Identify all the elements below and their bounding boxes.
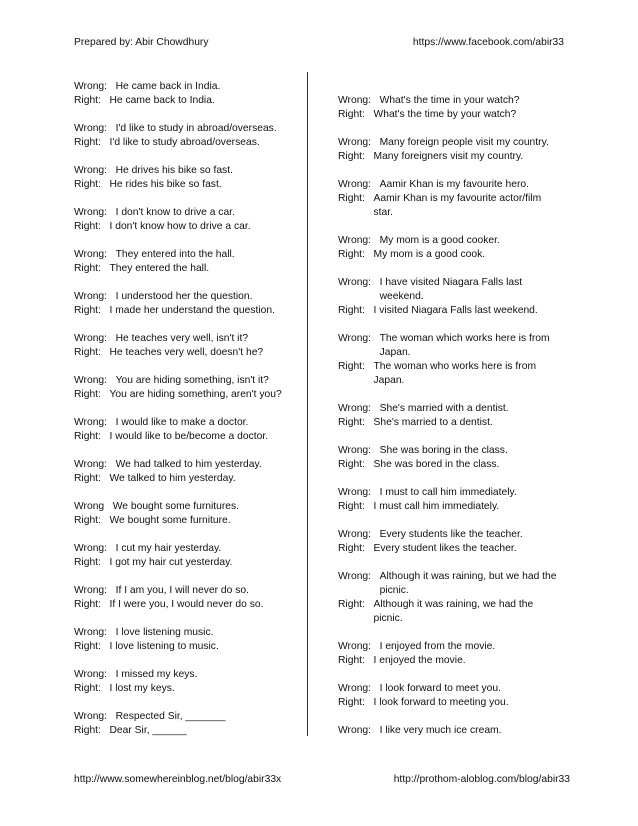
wrong-line — [74, 668, 302, 682]
right-sentence: I would like to be/become a doctor. — [109, 431, 269, 442]
right-label: Right: — [74, 95, 101, 106]
footer-blog-url-left: http://www.somewhereinblog.net/blog/abir33x — [74, 774, 282, 785]
wrong-sentence: I must to call him immediately. — [379, 487, 517, 498]
wrong-line — [74, 122, 302, 136]
wrong-label: Wrong: — [338, 445, 372, 456]
wrong-line — [74, 626, 302, 640]
right-line — [338, 542, 560, 556]
wrong-label: Wrong: — [74, 123, 108, 134]
right-sentence: He teaches very well, doesn't he? — [109, 347, 264, 358]
correction-pair — [338, 136, 560, 164]
right-sentence: Aamir Khan is my favourite actor/film star. — [373, 193, 542, 218]
correction-pair — [74, 248, 302, 276]
wrong-label: Wrong: — [338, 529, 372, 540]
right-label: Right: — [338, 417, 365, 428]
correction-pair — [338, 682, 560, 710]
wrong-sentence: I enjoyed from the movie. — [379, 641, 496, 652]
correction-pair — [74, 500, 302, 528]
wrong-sentence: He drives his bike so fast. — [115, 165, 233, 176]
right-line — [338, 150, 560, 164]
right-label: Right: — [74, 137, 101, 148]
right-sentence: Dear Sir, ______ — [109, 725, 187, 736]
wrong-line — [74, 332, 302, 346]
right-label: Right: — [74, 221, 101, 232]
right-sentence: I made her understand the question. — [109, 305, 275, 316]
right-column — [338, 94, 560, 752]
correction-pair — [74, 164, 302, 192]
correction-pair — [74, 332, 302, 360]
correction-pair — [74, 542, 302, 570]
right-label: Right: — [338, 305, 365, 316]
right-label: Right: — [338, 193, 365, 204]
right-sentence: We talked to him yesterday. — [109, 473, 236, 484]
right-line — [338, 598, 560, 626]
right-label: Right: — [338, 501, 365, 512]
right-label: Right: — [74, 725, 101, 736]
wrong-sentence: Many foreign people visit my country. — [379, 137, 549, 148]
wrong-line — [74, 500, 302, 514]
correction-pair — [74, 374, 302, 402]
right-sentence: I lost my keys. — [109, 683, 175, 694]
right-sentence: She was bored in the class. — [373, 459, 500, 470]
wrong-label: Wrong: — [338, 683, 372, 694]
correction-pair — [338, 94, 560, 122]
right-line — [338, 654, 560, 668]
right-label: Right: — [74, 473, 101, 484]
correction-pair — [338, 276, 560, 318]
right-sentence: I don't know how to drive a car. — [109, 221, 251, 232]
right-sentence: I love listening to music. — [109, 641, 219, 652]
wrong-line — [338, 486, 560, 500]
wrong-sentence: She was boring in the class. — [379, 445, 508, 456]
wrong-line — [338, 444, 560, 458]
right-sentence: I must call him immediately. — [373, 501, 500, 512]
correction-pair — [74, 290, 302, 318]
wrong-label: Wrong: — [74, 207, 108, 218]
wrong-line — [338, 332, 560, 360]
correction-pair — [338, 444, 560, 472]
right-line — [74, 598, 302, 612]
correction-pair — [74, 122, 302, 150]
wrong-label: Wrong: — [74, 333, 108, 344]
wrong-line — [74, 290, 302, 304]
wrong-sentence: I would like to make a doctor. — [115, 417, 249, 428]
right-line — [338, 192, 560, 220]
column-divider — [307, 72, 308, 736]
right-sentence: We bought some furniture. — [109, 515, 231, 526]
wrong-label: Wrong: — [74, 375, 108, 386]
wrong-line — [74, 542, 302, 556]
wrong-sentence: You are hiding something, isn't it? — [115, 375, 269, 386]
correction-pair — [338, 332, 560, 388]
right-line — [74, 724, 302, 738]
wrong-line — [338, 682, 560, 696]
right-label: Right: — [74, 389, 101, 400]
right-line — [74, 304, 302, 318]
right-sentence: Many foreigners visit my country. — [373, 151, 524, 162]
right-line — [74, 262, 302, 276]
right-label: Right: — [74, 599, 101, 610]
wrong-line — [74, 164, 302, 178]
wrong-sentence: Aamir Khan is my favourite hero. — [379, 179, 529, 190]
correction-pair — [74, 80, 302, 108]
wrong-sentence: If I am you, I will never do so. — [115, 585, 249, 596]
right-label: Right: — [338, 249, 365, 260]
correction-pair — [74, 584, 302, 612]
wrong-label: Wrong: — [74, 669, 108, 680]
right-line — [338, 108, 560, 122]
wrong-label: Wrong: — [338, 137, 372, 148]
right-label: Right: — [74, 179, 101, 190]
wrong-sentence: My mom is a good cooker. — [379, 235, 500, 246]
wrong-sentence: I understood her the question. — [115, 291, 253, 302]
correction-pair — [74, 206, 302, 234]
right-line — [74, 136, 302, 150]
wrong-sentence: Every students like the teacher. — [379, 529, 523, 540]
wrong-line — [74, 584, 302, 598]
wrong-label: Wrong: — [338, 277, 372, 288]
wrong-label: Wrong: — [338, 641, 372, 652]
correction-pair — [338, 640, 560, 668]
right-line — [338, 696, 560, 710]
right-line — [74, 556, 302, 570]
right-sentence: My mom is a good cook. — [373, 249, 486, 260]
wrong-label: Wrong: — [74, 291, 108, 302]
wrong-label: Wrong: — [74, 417, 108, 428]
right-sentence: The woman who works here is from Japan. — [373, 361, 537, 386]
wrong-line — [74, 80, 302, 94]
wrong-sentence: I cut my hair yesterday. — [115, 543, 222, 554]
right-line — [338, 458, 560, 472]
wrong-sentence: I look forward to meet you. — [379, 683, 501, 694]
right-sentence: What's the time by your watch? — [373, 109, 517, 120]
right-sentence: I got my hair cut yesterday. — [109, 557, 233, 568]
right-sentence: I look forward to meeting you. — [373, 697, 509, 708]
wrong-sentence: I missed my keys. — [115, 669, 198, 680]
wrong-line — [74, 248, 302, 262]
right-line — [74, 640, 302, 654]
wrong-label: Wrong: — [338, 403, 372, 414]
correction-pair — [338, 486, 560, 514]
wrong-sentence: What's the time in your watch? — [379, 95, 520, 106]
right-line — [338, 500, 560, 514]
correction-pair — [338, 178, 560, 220]
facebook-url: https://www.facebook.com/abir33 — [412, 37, 564, 48]
wrong-line — [74, 416, 302, 430]
wrong-line — [74, 710, 302, 724]
wrong-label: Wrong: — [338, 235, 372, 246]
right-line — [74, 220, 302, 234]
right-label: Right: — [338, 697, 365, 708]
wrong-sentence: Respected Sir, _______ — [115, 711, 226, 722]
wrong-sentence: The woman which works here is from Japan. — [379, 333, 550, 358]
right-label: Right: — [74, 305, 101, 316]
wrong-label: Wrong: — [338, 571, 372, 582]
wrong-sentence: I have visited Niagara Falls last weekend. — [379, 277, 523, 302]
right-line — [74, 388, 302, 402]
right-sentence: Although it was raining, we had the picnic. — [373, 599, 534, 624]
left-column — [74, 80, 302, 752]
wrong-line — [338, 570, 560, 598]
correction-pair — [338, 528, 560, 556]
wrong-line — [338, 136, 560, 150]
wrong-label: Wrong: — [74, 459, 108, 470]
right-sentence: You are hiding something, aren't you? — [109, 389, 282, 400]
wrong-sentence: Although it was raining, but we had the picnic. — [379, 571, 557, 596]
correction-pair — [338, 402, 560, 430]
wrong-line — [338, 234, 560, 248]
wrong-line — [74, 374, 302, 388]
right-line — [74, 472, 302, 486]
right-sentence: I enjoyed the movie. — [373, 655, 466, 666]
wrong-label: Wrong: — [338, 487, 372, 498]
wrong-label: Wrong: — [74, 627, 108, 638]
correction-pair — [338, 724, 560, 738]
right-line — [338, 416, 560, 430]
wrong-label: Wrong — [74, 501, 105, 512]
right-label: Right: — [338, 109, 365, 120]
correction-pair — [338, 234, 560, 262]
wrong-label: Wrong: — [74, 543, 108, 554]
right-sentence: Every student likes the teacher. — [373, 543, 517, 554]
right-sentence: I visited Niagara Falls last weekend. — [373, 305, 538, 316]
wrong-sentence: I'd like to study in abroad/overseas. — [115, 123, 277, 134]
wrong-label: Wrong: — [338, 725, 372, 736]
right-label: Right: — [74, 431, 101, 442]
right-label: Right: — [338, 543, 365, 554]
correction-pair — [74, 710, 302, 738]
correction-pair — [74, 626, 302, 654]
footer-blog-url-right: http://prothom-aloblog.com/blog/abir33 — [393, 774, 570, 785]
wrong-line — [74, 206, 302, 220]
right-sentence: They entered the hall. — [109, 263, 210, 274]
wrong-label: Wrong: — [74, 585, 108, 596]
wrong-line — [338, 528, 560, 542]
wrong-label: Wrong: — [74, 165, 108, 176]
wrong-line — [338, 94, 560, 108]
right-sentence: I'd like to study abroad/overseas. — [109, 137, 260, 148]
wrong-sentence: They entered into the hall. — [115, 249, 235, 260]
right-label: Right: — [74, 683, 101, 694]
wrong-sentence: He came back in India. — [115, 81, 221, 92]
correction-pair — [74, 458, 302, 486]
wrong-sentence: She's married with a dentist. — [379, 403, 509, 414]
wrong-sentence: We bought some furnitures. — [112, 501, 240, 512]
right-label: Right: — [338, 361, 365, 372]
right-line — [74, 682, 302, 696]
wrong-label: Wrong: — [74, 81, 108, 92]
wrong-sentence: I like very much ice cream. — [379, 725, 502, 736]
right-sentence: She's married to a dentist. — [373, 417, 493, 428]
wrong-sentence: I don't know to drive a car. — [115, 207, 235, 218]
wrong-line — [74, 458, 302, 472]
right-label: Right: — [74, 263, 101, 274]
wrong-line — [338, 724, 560, 738]
right-line — [74, 94, 302, 108]
wrong-line — [338, 402, 560, 416]
right-label: Right: — [74, 347, 101, 358]
right-sentence: If I were you, I would never do so. — [109, 599, 264, 610]
wrong-sentence: I love listening music. — [115, 627, 214, 638]
wrong-line — [338, 640, 560, 654]
right-label: Right: — [74, 557, 101, 568]
right-label: Right: — [338, 151, 365, 162]
right-sentence: He came back to India. — [109, 95, 215, 106]
right-line — [74, 430, 302, 444]
author-credit: Prepared by: Abir Chowdhury — [74, 37, 209, 48]
right-sentence: He rides his bike so fast. — [109, 179, 222, 190]
right-line — [338, 304, 560, 318]
right-line — [74, 346, 302, 360]
right-label: Right: — [338, 599, 365, 610]
correction-pair — [338, 570, 560, 626]
right-label: Right: — [338, 459, 365, 470]
wrong-label: Wrong: — [338, 179, 372, 190]
wrong-line — [338, 178, 560, 192]
wrong-label: Wrong: — [338, 333, 372, 344]
wrong-line — [338, 276, 560, 304]
right-label: Right: — [74, 515, 101, 526]
wrong-sentence: We had talked to him yesterday. — [115, 459, 262, 470]
correction-pair — [74, 416, 302, 444]
right-label: Right: — [338, 655, 365, 666]
right-line — [74, 178, 302, 192]
wrong-label: Wrong: — [74, 711, 108, 722]
right-line — [74, 514, 302, 528]
right-line — [338, 248, 560, 262]
correction-pair — [74, 668, 302, 696]
page-header — [74, 36, 564, 52]
wrong-label: Wrong: — [338, 95, 372, 106]
right-line — [338, 360, 560, 388]
page-footer — [74, 773, 570, 789]
wrong-sentence: He teaches very well, isn't it? — [115, 333, 249, 344]
right-label: Right: — [74, 641, 101, 652]
wrong-label: Wrong: — [74, 249, 108, 260]
